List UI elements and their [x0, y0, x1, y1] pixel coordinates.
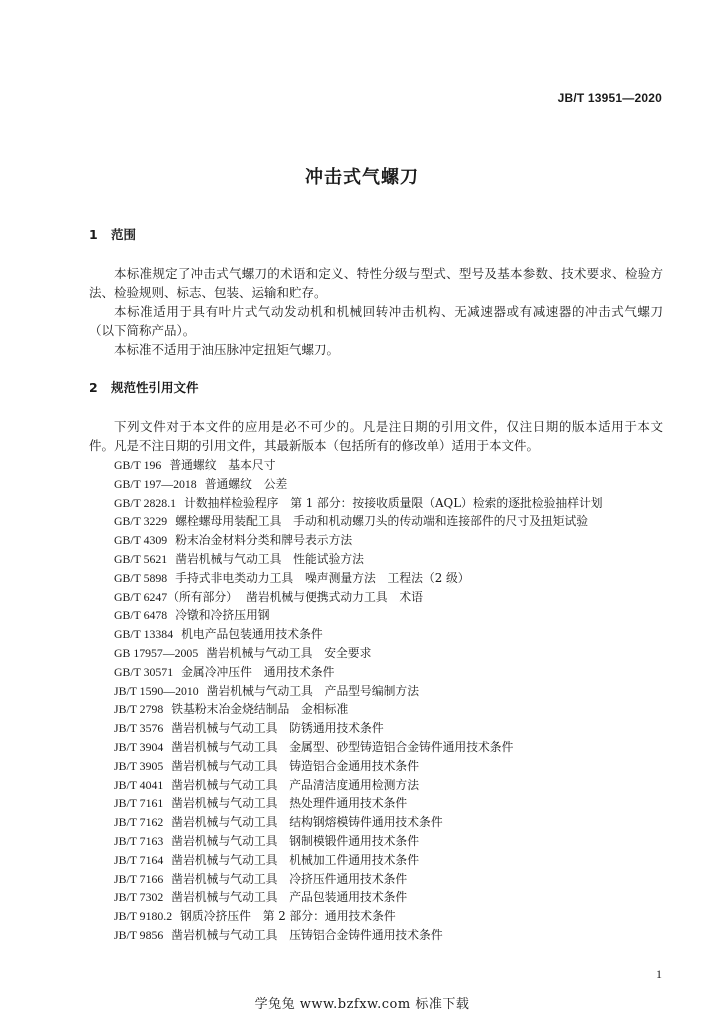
scope-paragraph-1: 本标准规定了冲击式气螺刀的术语和定义、特性分级与型式、型号及基本参数、技术要求、检验方法、检验规则、标志、包装、运输和贮存。 [89, 266, 663, 300]
reference-code: JB/T 1590—2010 [114, 683, 199, 698]
reference-title: 金属冷冲压件 通用技术条件 [181, 664, 335, 679]
reference-title: 凿岩机械与气动工具 热处理件通用技术条件 [171, 796, 408, 811]
reference-code: GB/T 30571 [114, 664, 174, 679]
reference-item [114, 757, 603, 776]
reference-title: 手持式非电类动力工具 噪声测量方法 工程法（2 级） [175, 570, 470, 585]
reference-item [114, 531, 603, 550]
reference-code: GB/T 6478 [114, 608, 168, 623]
footer-banner: 学兔兔 www.bzfxw.com 标准下载 [254, 997, 470, 1012]
reference-title: 凿岩机械与便携式动力工具 术语 [245, 589, 423, 604]
reference-code: JB/T 9856 [114, 927, 164, 942]
reference-title: 凿岩机械与气动工具 产品包装通用技术条件 [171, 890, 408, 905]
reference-item [114, 588, 603, 607]
section-title: 规范性引用文件 [111, 380, 199, 395]
reference-title: 冷镦和冷挤压用钢 [175, 608, 270, 623]
reference-item [114, 832, 603, 851]
reference-code: GB/T 197—2018 [114, 476, 197, 491]
section-number: 2 [89, 380, 98, 395]
reference-code: JB/T 3576 [114, 721, 164, 736]
reference-code: GB/T 196 [114, 458, 162, 472]
reference-title: 粉末冶金材料分类和牌号表示方法 [175, 533, 353, 548]
reference-item [114, 569, 603, 588]
reference-title: 凿岩机械与气动工具 金属型、砂型铸造铝合金铸件通用技术条件 [171, 739, 514, 754]
reference-code: GB/T 6247（所有部分） [114, 589, 238, 604]
reference-title: 凿岩机械与气动工具 冷挤压件通用技术条件 [171, 871, 408, 886]
reference-item [114, 888, 603, 907]
reference-code: GB 17957—2005 [114, 645, 199, 660]
reference-item [114, 644, 603, 663]
scope-paragraph-2: 本标准适用于具有叶片式气动发动机和机械回转冲击机构、无减速器或有减速器的冲击式气螺刀（以下简称产品）。 [89, 304, 663, 338]
reference-title: 凿岩机械与气动工具 性能试验方法 [175, 551, 364, 566]
reference-title: 凿岩机械与气动工具 产品型号编制方法 [206, 683, 420, 698]
reference-item [114, 813, 603, 832]
reference-title: 铁基粉末冶金烧结制品 金相标准 [171, 702, 349, 717]
reference-item [114, 606, 603, 625]
reference-item [114, 682, 603, 701]
reference-code: GB/T 5898 [114, 570, 168, 585]
scope-paragraph-3: 本标准不适用于油压脉冲定扭矩气螺刀。 [114, 342, 340, 357]
reference-item [114, 907, 603, 926]
reference-item [114, 776, 603, 795]
reference-title: 凿岩机械与气动工具 产品清洁度通用检测方法 [171, 777, 420, 792]
reference-code: GB/T 2828.1 [114, 495, 177, 510]
reference-code: JB/T 3905 [114, 758, 164, 773]
reference-item [114, 550, 603, 569]
reference-code: GB/T 5621 [114, 551, 168, 566]
reference-code: GB/T 13384 [114, 627, 174, 642]
reference-item [114, 475, 603, 494]
reference-item [114, 700, 603, 719]
reference-title: 机电产品包装通用技术条件 [181, 627, 323, 642]
reference-title: 凿岩机械与气动工具 安全要求 [206, 645, 372, 660]
section-number: 1 [89, 227, 98, 242]
reference-title: 计数抽样检验程序 第 1 部分：按接收质量限（AQL）检索的逐批检验抽样计划 [184, 495, 603, 510]
reference-title: 普通螺纹 基本尺寸 [169, 458, 276, 472]
document-title: 冲击式气螺刀 [305, 167, 419, 188]
reference-title: 凿岩机械与气动工具 机械加工件通用技术条件 [171, 852, 420, 867]
reference-code: GB/T 3229 [114, 514, 168, 529]
reference-item [114, 794, 603, 813]
reference-title: 凿岩机械与气动工具 防锈通用技术条件 [171, 721, 384, 736]
reference-code: JB/T 7162 [114, 815, 164, 830]
reference-item [114, 663, 603, 682]
reference-code: JB/T 7302 [114, 890, 164, 905]
normative-references-list [114, 456, 603, 945]
reference-item [114, 719, 603, 738]
reference-code: JB/T 9180.2 [114, 909, 173, 924]
reference-item [114, 512, 603, 531]
reference-title: 普通螺纹 公差 [204, 476, 288, 491]
reference-title: 凿岩机械与气动工具 铸造铝合金通用技术条件 [171, 758, 420, 773]
reference-code: JB/T 7161 [114, 796, 164, 811]
reference-code: JB/T 4041 [114, 777, 164, 792]
reference-item [114, 625, 603, 644]
reference-title: 钢质冷挤压件 第 2 部分：通用技术条件 [180, 909, 396, 924]
references-intro-paragraph: 下列文件对于本文件的应用是必不可少的。凡是注日期的引用文件，仅注日期的版本适用于本文件。凡是不注日期的引用文件，其最新版本（包括所有的修改单）适用于本文件。 [89, 419, 663, 453]
reference-item [114, 851, 603, 870]
reference-item [114, 738, 603, 757]
reference-item [114, 494, 603, 513]
reference-item [114, 456, 603, 475]
reference-item [114, 926, 603, 945]
reference-title: 凿岩机械与气动工具 钢制模锻件通用技术条件 [171, 833, 420, 848]
reference-code: JB/T 2798 [114, 702, 164, 717]
section-1-heading [89, 225, 136, 243]
reference-title: 凿岩机械与气动工具 压铸铝合金铸件通用技术条件 [171, 927, 443, 942]
reference-title: 螺栓螺母用装配工具 手动和机动螺刀头的传动端和连接部件的尺寸及扭矩试验 [175, 514, 589, 529]
reference-title: 凿岩机械与气动工具 结构钢熔模铸件通用技术条件 [171, 815, 443, 830]
section-title: 范围 [111, 227, 137, 242]
reference-item [114, 870, 603, 889]
reference-code: GB/T 4309 [114, 533, 168, 548]
reference-code: JB/T 7166 [114, 871, 164, 886]
standard-code: JB/T 13951—2020 [557, 91, 662, 105]
reference-code: JB/T 7164 [114, 852, 164, 867]
page-number: 1 [656, 967, 662, 981]
reference-code: JB/T 3904 [114, 739, 164, 754]
reference-code: JB/T 7163 [114, 833, 164, 848]
section-2-heading [89, 378, 199, 396]
